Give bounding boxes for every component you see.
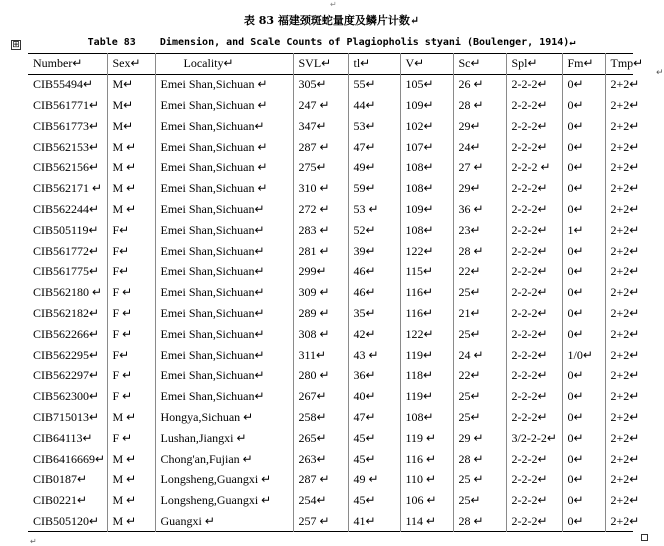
cell-sc: 22↵ [453, 365, 506, 386]
cell-tl: 35↵ [348, 303, 400, 324]
cell-sex: M↵ [107, 95, 155, 116]
cell-number: CIB562180 ↵ [33, 285, 103, 300]
cell-number: CIB0221↵ [33, 493, 88, 508]
cell-fm: 0↵ [562, 511, 605, 532]
cell-locality: Emei Shan,Sichuan↵ [155, 345, 293, 366]
cell-svl: 310 ↵ [293, 178, 348, 199]
cell-tl: 53↵ [348, 116, 400, 137]
cell-spl: 2-2-2↵ [506, 303, 562, 324]
cell-locality: Emei Shan,Sichuan ↵ [155, 74, 293, 95]
cell-tmp: 2+2↵ [605, 261, 633, 282]
cell-svl: 258↵ [293, 407, 348, 428]
cell-sc: 24↵ [453, 137, 506, 158]
cell-fm: 0↵ [562, 407, 605, 428]
table-row [28, 261, 633, 282]
cell-sc: 29 ↵ [453, 428, 506, 449]
cell-sc: 25↵ [453, 386, 506, 407]
cell-svl: 267↵ [293, 386, 348, 407]
cell-spl: 2-2-2↵ [506, 178, 562, 199]
cell-spl: 2-2-2↵ [506, 199, 562, 220]
table-row [28, 95, 633, 116]
cell-locality: Longsheng,Guangxi ↵ [155, 469, 293, 490]
cell-tl: 47↵ [348, 407, 400, 428]
header-sex: Sex↵ [107, 54, 155, 75]
table-row [28, 178, 633, 199]
cell-locality: Emei Shan,Sichuan ↵ [155, 137, 293, 158]
cell-sex: F↵ [107, 220, 155, 241]
cell-locality: Longsheng,Guangxi ↵ [155, 490, 293, 511]
cell-tl: 42↵ [348, 324, 400, 345]
cell-svl: 281 ↵ [293, 241, 348, 262]
cell-v: 119 ↵ [400, 428, 453, 449]
cell-tl: 45↵ [348, 449, 400, 470]
cell-tl: 46↵ [348, 261, 400, 282]
table-move-handle-icon[interactable]: ⊞ [12, 40, 20, 50]
cell-number: CIB561772↵ [33, 243, 100, 258]
cell-v: 116↵ [400, 282, 453, 303]
cell-sc: 28 ↵ [453, 241, 506, 262]
cell-sex: M↵ [107, 116, 155, 137]
cell-fm: 0↵ [562, 365, 605, 386]
cell-tl: 41↵ [348, 511, 400, 532]
table-row [28, 324, 633, 345]
cell-fm: 0↵ [562, 449, 605, 470]
cell-spl: 2-2-2↵ [506, 365, 562, 386]
cell-sc: 28 ↵ [453, 95, 506, 116]
cell-tmp: 2+2↵ [605, 282, 633, 303]
cell-sex: M↵ [107, 74, 155, 95]
header-tl: tl↵ [348, 54, 400, 75]
cell-sc: 25↵ [453, 490, 506, 511]
cell-locality: Emei Shan,Sichuan↵ [155, 324, 293, 345]
cell-svl: 283 ↵ [293, 220, 348, 241]
cell-sc: 25↵ [453, 407, 506, 428]
cell-fm: 0↵ [562, 241, 605, 262]
cell-spl: 2-2-2↵ [506, 95, 562, 116]
cell-tmp: 2+2↵ [605, 199, 633, 220]
cell-spl: 2-2-2 ↵ [506, 157, 562, 178]
cell-number: CIB561775↵ [33, 264, 100, 279]
cell-tmp: 2+2↵ [605, 157, 633, 178]
cell-v: 108↵ [400, 178, 453, 199]
cell-sex: M ↵ [107, 157, 155, 178]
cell-v: 122↵ [400, 241, 453, 262]
cell-tl: 53 ↵ [348, 199, 400, 220]
table-row [28, 490, 633, 511]
cell-sex: M ↵ [107, 449, 155, 470]
cell-locality: Emei Shan,Sichuan↵ [155, 303, 293, 324]
table-row [28, 511, 633, 532]
cell-sc: 21↵ [453, 303, 506, 324]
table-row [28, 469, 633, 490]
cell-spl: 2-2-2↵ [506, 282, 562, 303]
cell-spl: 2-2-2↵ [506, 449, 562, 470]
cell-v: 108↵ [400, 407, 453, 428]
cell-number: CIB561771↵ [33, 97, 100, 112]
cell-number: CIB505119↵ [33, 222, 99, 237]
cell-tl: 36↵ [348, 365, 400, 386]
cell-spl: 2-2-2↵ [506, 469, 562, 490]
header-locality: Locality↵ [155, 54, 293, 75]
cell-tmp: 2+2↵ [605, 490, 633, 511]
header-v: V↵ [400, 54, 453, 75]
table-title-english: Table 83 Dimension, and Scale Counts of Plagiopholis styani (Boulenger, 1914)↵ [87, 37, 576, 48]
cell-tmp: 2+2↵ [605, 116, 633, 137]
table-row [28, 282, 633, 303]
cell-sc: 23↵ [453, 220, 506, 241]
cell-spl: 2-2-2↵ [506, 386, 562, 407]
table-row [28, 220, 633, 241]
cell-svl: 247 ↵ [293, 95, 348, 116]
cell-tl: 59↵ [348, 178, 400, 199]
cell-svl: 347↵ [293, 116, 348, 137]
cell-sex: F ↵ [107, 324, 155, 345]
cell-v: 116↵ [400, 303, 453, 324]
cell-tmp: 2+2↵ [605, 469, 633, 490]
cell-v: 109↵ [400, 95, 453, 116]
cell-sc: 29↵ [453, 116, 506, 137]
cell-number: CIB562244↵ [33, 201, 100, 216]
header-fm: Fm↵ [562, 54, 605, 75]
cell-tl: 44↵ [348, 95, 400, 116]
cell-spl: 3/2-2-2↵ [506, 428, 562, 449]
cell-sc: 22↵ [453, 261, 506, 282]
cell-tmp: 2+2↵ [605, 345, 633, 366]
cell-svl: 305↵ [293, 74, 348, 95]
cell-svl: 299↵ [293, 261, 348, 282]
cell-sex: F ↵ [107, 386, 155, 407]
cell-fm: 0↵ [562, 386, 605, 407]
cell-locality: Emei Shan,Sichuan ↵ [155, 157, 293, 178]
table-row [28, 116, 633, 137]
cell-sc: 27 ↵ [453, 157, 506, 178]
cell-svl: 287 ↵ [293, 469, 348, 490]
cell-v: 108↵ [400, 220, 453, 241]
cell-locality: Hongya,Sichuan ↵ [155, 407, 293, 428]
table-title-chinese: 表 83 福建颈斑蛇量度及鳞片计数↵ [243, 14, 420, 27]
cell-fm: 1↵ [562, 220, 605, 241]
cell-spl: 2-2-2↵ [506, 261, 562, 282]
cell-fm: 0↵ [562, 282, 605, 303]
table-row [28, 199, 633, 220]
cell-svl: 254↵ [293, 490, 348, 511]
cell-sc: 25↵ [453, 324, 506, 345]
cell-svl: 308 ↵ [293, 324, 348, 345]
table-resize-handle[interactable] [641, 534, 648, 541]
cell-tl: 49↵ [348, 157, 400, 178]
cell-tmp: 2+2↵ [605, 137, 633, 158]
header-number: Number↵ [33, 56, 83, 71]
cell-v: 108↵ [400, 157, 453, 178]
cell-locality: Emei Shan,Sichuan ↵ [155, 95, 293, 116]
cell-sex: M ↵ [107, 490, 155, 511]
header-svl: SVL↵ [293, 54, 348, 75]
cell-svl: 289 ↵ [293, 303, 348, 324]
cell-v: 119↵ [400, 345, 453, 366]
cell-locality: Emei Shan,Sichuan↵ [155, 199, 293, 220]
cell-number: CIB505120↵ [33, 513, 100, 528]
table-row [28, 407, 633, 428]
paragraph-mark-bottom: ↵ [30, 537, 37, 546]
cell-fm: 0↵ [562, 324, 605, 345]
cell-v: 116 ↵ [400, 449, 453, 470]
cell-svl: 311↵ [293, 345, 348, 366]
cell-number: CIB0187↵ [33, 472, 88, 487]
paragraph-mark: ↵ [330, 0, 337, 9]
cell-sex: F↵ [107, 345, 155, 366]
cell-sex: M ↵ [107, 137, 155, 158]
cell-fm: 0↵ [562, 95, 605, 116]
cell-locality: Emei Shan,Sichuan↵ [155, 116, 293, 137]
cell-tmp: 2+2↵ [605, 511, 633, 532]
cell-fm: 0↵ [562, 261, 605, 282]
cell-spl: 2-2-2↵ [506, 407, 562, 428]
table-row [28, 345, 633, 366]
cell-fm: 0↵ [562, 116, 605, 137]
cell-tl: 43 ↵ [348, 345, 400, 366]
cell-fm: 0↵ [562, 157, 605, 178]
cell-number: CIB55494↵ [33, 77, 94, 92]
cell-locality: Chong'an,Fujian ↵ [155, 449, 293, 470]
cell-spl: 2-2-2↵ [506, 511, 562, 532]
cell-locality: Lushan,Jiangxi ↵ [155, 428, 293, 449]
cell-spl: 2-2-2↵ [506, 324, 562, 345]
cell-number: CIB562295↵ [33, 347, 100, 362]
cell-v: 115↵ [400, 261, 453, 282]
cell-svl: 265↵ [293, 428, 348, 449]
cell-svl: 275↵ [293, 157, 348, 178]
cell-sc: 28 ↵ [453, 511, 506, 532]
table-row [28, 74, 633, 95]
cell-sex: F ↵ [107, 428, 155, 449]
cell-sc: 28 ↵ [453, 449, 506, 470]
cell-spl: 2-2-2↵ [506, 116, 562, 137]
header-tmp: Tmp↵ [605, 54, 633, 75]
cell-svl: 272 ↵ [293, 199, 348, 220]
cell-sc: 29↵ [453, 178, 506, 199]
cell-v: 109↵ [400, 199, 453, 220]
cell-sex: M ↵ [107, 199, 155, 220]
cell-v: 102↵ [400, 116, 453, 137]
cell-v: 110 ↵ [400, 469, 453, 490]
cell-locality: Emei Shan,Sichuan↵ [155, 220, 293, 241]
cell-fm: 0↵ [562, 199, 605, 220]
cell-spl: 2-2-2↵ [506, 490, 562, 511]
cell-svl: 263↵ [293, 449, 348, 470]
table-body [28, 74, 640, 532]
cell-fm: 0↵ [562, 490, 605, 511]
cell-fm: 0↵ [562, 178, 605, 199]
cell-v: 119↵ [400, 386, 453, 407]
cell-sc: 25↵ [453, 282, 506, 303]
cell-tmp: 2+2↵ [605, 95, 633, 116]
cell-fm: 0↵ [562, 74, 605, 95]
table-row [28, 137, 633, 158]
cell-sex: F↵ [107, 261, 155, 282]
cell-v: 118↵ [400, 365, 453, 386]
cell-number: CIB715013↵ [33, 409, 100, 424]
cell-sc: 36 ↵ [453, 199, 506, 220]
cell-svl: 280 ↵ [293, 365, 348, 386]
cell-tl: 45↵ [348, 428, 400, 449]
cell-fm: 0↵ [562, 469, 605, 490]
cell-sex: F↵ [107, 241, 155, 262]
cell-v: 122↵ [400, 324, 453, 345]
table-row [28, 365, 633, 386]
measurement-table [28, 53, 644, 532]
cell-locality: Emei Shan,Sichuan↵ [155, 365, 293, 386]
cell-spl: 2-2-2↵ [506, 74, 562, 95]
cell-v: 107↵ [400, 137, 453, 158]
cell-sc: 25 ↵ [453, 469, 506, 490]
cell-tl: 39↵ [348, 241, 400, 262]
cell-number: CIB64113↵ [33, 430, 93, 445]
header-spl: Spl↵ [506, 54, 562, 75]
cell-sex: M ↵ [107, 511, 155, 532]
cell-fm: 0↵ [562, 303, 605, 324]
cell-tmp: 2+2↵ [605, 449, 633, 470]
table-row [28, 303, 633, 324]
cell-sc: 24 ↵ [453, 345, 506, 366]
cell-locality: Emei Shan,Sichuan↵ [155, 241, 293, 262]
cell-spl: 2-2-2↵ [506, 137, 562, 158]
cell-tl: 40↵ [348, 386, 400, 407]
cell-number: CIB6416669↵ [33, 451, 106, 466]
cell-tmp: 2+2↵ [605, 365, 633, 386]
cell-number: CIB562156↵ [33, 160, 100, 175]
cell-v: 114 ↵ [400, 511, 453, 532]
cell-tl: 52↵ [348, 220, 400, 241]
cell-svl: 309 ↵ [293, 282, 348, 303]
cell-sex: M ↵ [107, 469, 155, 490]
cell-tl: 49 ↵ [348, 469, 400, 490]
table-row [28, 157, 633, 178]
cell-tmp: 2+2↵ [605, 178, 633, 199]
cell-tl: 55↵ [348, 74, 400, 95]
cell-svl: 257 ↵ [293, 511, 348, 532]
table-row [28, 428, 633, 449]
cell-svl: 287 ↵ [293, 137, 348, 158]
cell-sex: F ↵ [107, 303, 155, 324]
cell-number: CIB562171 ↵ [33, 181, 103, 196]
cell-spl: 2-2-2↵ [506, 345, 562, 366]
table-row [28, 241, 633, 262]
cell-sex: F ↵ [107, 282, 155, 303]
table-row [28, 449, 633, 470]
cell-fm: 0↵ [562, 428, 605, 449]
cell-number: CIB562266↵ [33, 326, 100, 341]
cell-sex: M ↵ [107, 407, 155, 428]
cell-spl: 2-2-2↵ [506, 220, 562, 241]
cell-tmp: 2+2↵ [605, 324, 633, 345]
cell-tl: 46↵ [348, 282, 400, 303]
cell-tmp: 2+2↵ [605, 386, 633, 407]
cell-fm: 0↵ [562, 137, 605, 158]
cell-locality: Emei Shan,Sichuan↵ [155, 282, 293, 303]
cell-locality: Emei Shan,Sichuan↵ [155, 386, 293, 407]
header-row [28, 54, 633, 75]
cell-tmp: 2+2↵ [605, 220, 633, 241]
header-sc: Sc↵ [453, 54, 506, 75]
row-end-mark: ↵ [656, 68, 664, 78]
cell-v: 105↵ [400, 74, 453, 95]
cell-fm: 1/0↵ [562, 345, 605, 366]
cell-tmp: 2+2↵ [605, 303, 633, 324]
cell-tmp: 2+2↵ [605, 74, 633, 95]
cell-v: 106 ↵ [400, 490, 453, 511]
cell-number: CIB562182↵ [33, 305, 100, 320]
cell-spl: 2-2-2↵ [506, 241, 562, 262]
cell-locality: Guangxi ↵ [155, 511, 293, 532]
cell-tmp: 2+2↵ [605, 407, 633, 428]
cell-sex: F ↵ [107, 365, 155, 386]
table-row [28, 386, 633, 407]
cell-tl: 45↵ [348, 490, 400, 511]
cell-locality: Emei Shan,Sichuan ↵ [155, 178, 293, 199]
cell-number: CIB562300↵ [33, 389, 100, 404]
cell-tmp: 2+2↵ [605, 428, 633, 449]
cell-number: CIB561773↵ [33, 118, 100, 133]
cell-sex: M ↵ [107, 178, 155, 199]
cell-sc: 26 ↵ [453, 74, 506, 95]
cell-tl: 47↵ [348, 137, 400, 158]
cell-locality: Emei Shan,Sichuan↵ [155, 261, 293, 282]
cell-number: CIB562297↵ [33, 368, 100, 383]
cell-number: CIB562153↵ [33, 139, 100, 154]
cell-tmp: 2+2↵ [605, 241, 633, 262]
